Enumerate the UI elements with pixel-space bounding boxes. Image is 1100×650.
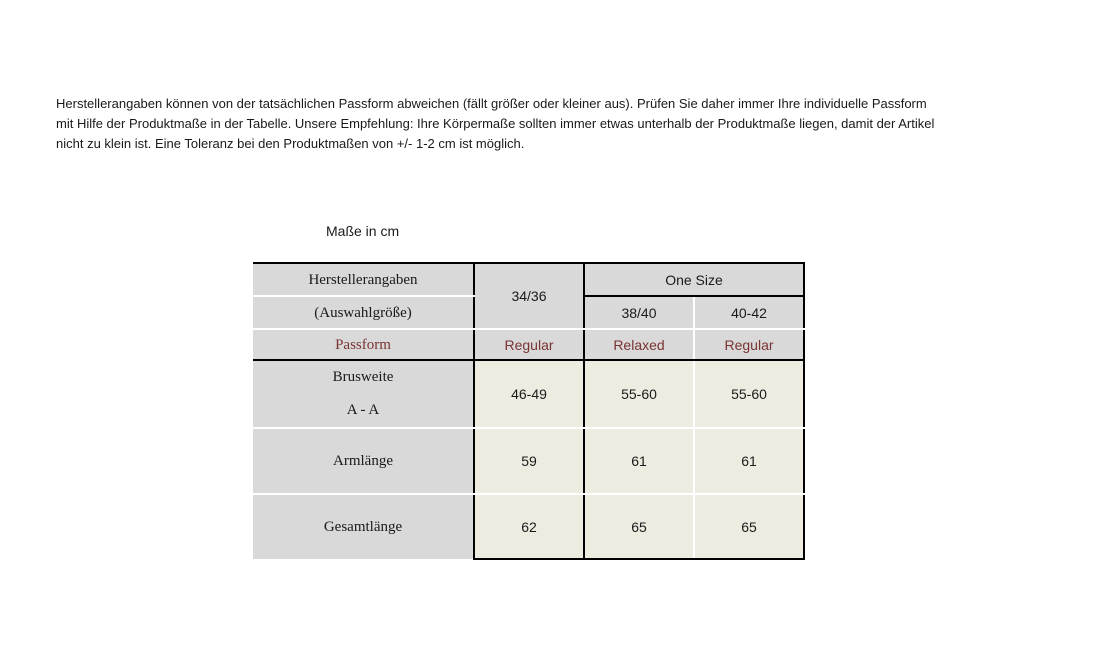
- size-header-34-36: 34/36: [474, 263, 584, 329]
- row-label-brustweite-line2: A - A: [346, 402, 380, 418]
- cell-gesamtlaenge-38-40: 65: [584, 494, 694, 559]
- header-label-line1: Herstellerangaben: [253, 263, 474, 296]
- row-label-brustweite: [253, 360, 474, 428]
- intro-text: [56, 94, 1056, 154]
- cell-armlaenge-38-40: 61: [584, 428, 694, 494]
- cell-brustweite-34-36: 46-49: [474, 360, 584, 428]
- fit-value-40-42: Regular: [694, 329, 804, 360]
- cell-brustweite-38-40: 55-60: [584, 360, 694, 428]
- table-caption: Maße in cm: [326, 223, 400, 239]
- row-label-brustweite-line1: Brusweite: [332, 369, 394, 385]
- header-label-line2: (Auswahlgröße): [253, 296, 474, 329]
- intro-line-1: Herstellerangaben können von der tatsächlichen Passform abweichen (fällt größer oder kleiner aus). Prüfen Sie daher immer Ihre individuelle Passform: [56, 96, 927, 111]
- size-header-38-40: 38/40: [584, 296, 694, 329]
- row-label-armlaenge: Armlänge: [253, 428, 474, 494]
- fit-value-34-36: Regular: [474, 329, 584, 360]
- group-header-one-size: One Size: [584, 263, 804, 296]
- fit-label: Passform: [253, 329, 474, 360]
- cell-gesamtlaenge-40-42: 65: [694, 494, 804, 559]
- size-table: [253, 262, 805, 560]
- fit-value-38-40: Relaxed: [584, 329, 694, 360]
- cell-gesamtlaenge-34-36: 62: [474, 494, 584, 559]
- cell-armlaenge-34-36: 59: [474, 428, 584, 494]
- cell-armlaenge-40-42: 61: [694, 428, 804, 494]
- size-header-40-42: 40-42: [694, 296, 804, 329]
- intro-line-2: mit Hilfe der Produktmaße in der Tabelle. Unsere Empfehlung: Ihre Körpermaße sollten immer etwas unterhalb der Produktmaße liegen, damit der Artikel: [56, 116, 935, 131]
- intro-line-3: nicht zu klein ist. Eine Toleranz bei den Produktmaßen von +/- 1-2 cm ist möglich.: [56, 136, 525, 151]
- cell-brustweite-40-42: 55-60: [694, 360, 804, 428]
- row-label-gesamtlaenge: Gesamtlänge: [253, 494, 474, 559]
